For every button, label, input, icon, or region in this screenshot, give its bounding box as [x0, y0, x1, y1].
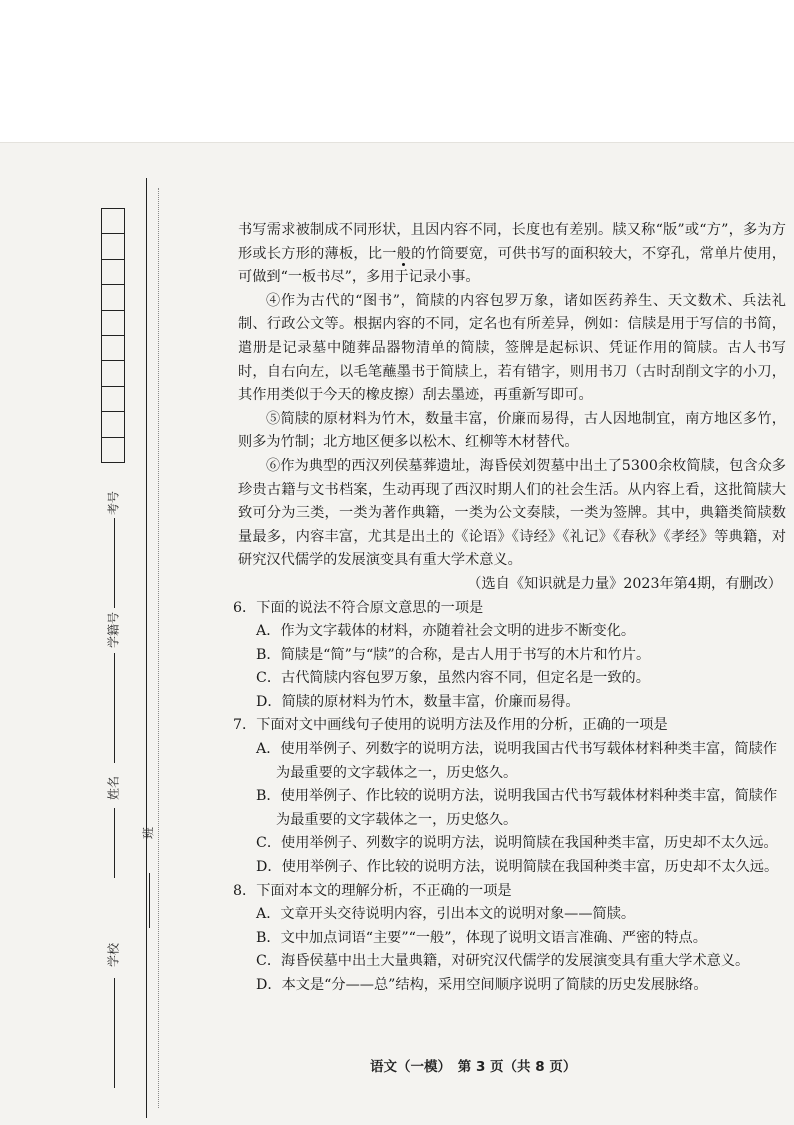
exam-number-label: 考号 [106, 490, 121, 516]
exam-page [0, 142, 794, 1125]
student-id-label: 学籍号 [106, 611, 121, 649]
option-c: C．使用举例子、列数字的说明方法，说明简牍在我国种类丰富，历史却不太久远。 [256, 835, 778, 852]
article-source: （选自《知识就是力量》2023年第4期，有删改） [467, 575, 782, 592]
option-d: D．使用举例子、作比较的说明方法，说明简牍在我国种类丰富，历史却不太久远。 [256, 859, 779, 876]
name-line [114, 808, 115, 878]
option-b: B．简牍是“简”与“牍”的合称，是古人用于书写的木片和竹片。 [256, 646, 651, 663]
binding-strip [0, 143, 175, 1125]
dotted-word: 般 [396, 245, 412, 262]
question-6 [233, 597, 786, 715]
question-8 [233, 880, 786, 998]
option-c: C．海昏侯墓中出土大量典籍，对研究汉代儒学的发展演变具有重大学术意义。 [256, 953, 750, 970]
class-label: 班 [141, 826, 156, 840]
question-stem: 6．下面的说法不符合原文意思的一项是 [233, 599, 484, 616]
name-label: 姓名 [106, 775, 121, 801]
option-c: C．古代简牍内容包罗万象，虽然内容不同，但定名是一致的。 [256, 670, 650, 687]
article-body [233, 219, 786, 998]
option-d: D．本文是“分——总”结构，采用空间顺序说明了简牍的历史发展脉络。 [256, 977, 708, 993]
exam-number-line [114, 518, 115, 608]
seal-dotted-line [158, 188, 159, 1108]
page-footer: 语文（一模） 第 3 页（共 8 页） [370, 1059, 577, 1075]
question-stem: 8．下面对本文的理解分析，不正确的一项是 [233, 882, 512, 899]
question-stem: 7．下面对文中画线句子使用的说明方法及作用的分析，正确的一项是 [233, 717, 668, 734]
option-b: B．文中加点词语“主要”“一般”，体现了说明文语言准确、严密的特点。 [256, 929, 707, 946]
paragraph-6: ⑥作为典型的西汉列侯墓葬遗址，海昏侯刘贺墓中出土了5300余枚简牍，包含众多珍贵古籍与文书档案，生动再现了西汉时期人们的社会生活。从内容上看，这批简牍大致可分为三类，一类为著作典籍，一类为公文奏牍，一类为签牌。其中，典籍类简牍数量最多，内容丰富，尤其是出土的《论语》《诗经》《礼记》《春秋》《孝经》等典籍，对研究汉代儒学的发展演变具有重大学术意义。 [238, 457, 786, 569]
option-a: A．文章开头交待说明内容，引出本文的说明对象——简牍。 [256, 906, 636, 923]
paragraph-5: ⑤简牍的原材料为竹木，数量丰富，价廉而易得，古人因地制宜，南方地区多竹，则多为竹制；北方地区便多以松木、红柳等木材替代。 [238, 410, 786, 451]
option-b: B．使用举例子、作比较的说明方法，说明我国古代书写载体材料种类丰富，简牍作为最重要的文字载体之一，历史悠久。 [256, 788, 778, 828]
binding-line [146, 178, 147, 1118]
option-a: A．作为文字载体的材料，亦随着社会文明的进步不断变化。 [256, 623, 636, 640]
student-id-line [114, 653, 115, 763]
paragraph-3-tail: 书写需求被制成不同形状，且因内容不同，长度也有差别。牍又称“版”或“方”，多为方形或长方形的薄板，比一般的竹筒要宽，可供书写的面积较大，不穿孔，常单片使用，可做到“一板书尽”，多用于记录小事。 [238, 222, 786, 286]
school-line [114, 978, 115, 1088]
option-d: D．简牍的原材料为竹木，数量丰富，价廉而易得。 [256, 693, 580, 710]
class-line [149, 873, 150, 928]
exam-number-grid [101, 208, 125, 463]
school-label: 学校 [106, 942, 121, 968]
option-a: A．使用举例子、列数字的说明方法，说明我国古代书写载体材料种类丰富，简牍作为最重要的文字载体之一，历史悠久。 [256, 741, 777, 781]
paragraph-4: ④作为古代的“图书”，简牍的内容包罗万象，诸如医药养生、天文数术、兵法礼制、行政公文等。根据内容的不同，定名也有所差异，例如：信牍是用于写信的书简，遣册是记录墓中随葬品器物清单的简牍，签牌是起标识、凭证作用的简牍。古人书写时，自右向左，以毛笔蘸墨书于简牍上，若有错字，则用书刀（古时刮削文字的小刀，其作用类似于今天的橡皮擦）刮去墨迹，再重新写即可。 [238, 292, 786, 404]
question-7 [233, 714, 786, 879]
